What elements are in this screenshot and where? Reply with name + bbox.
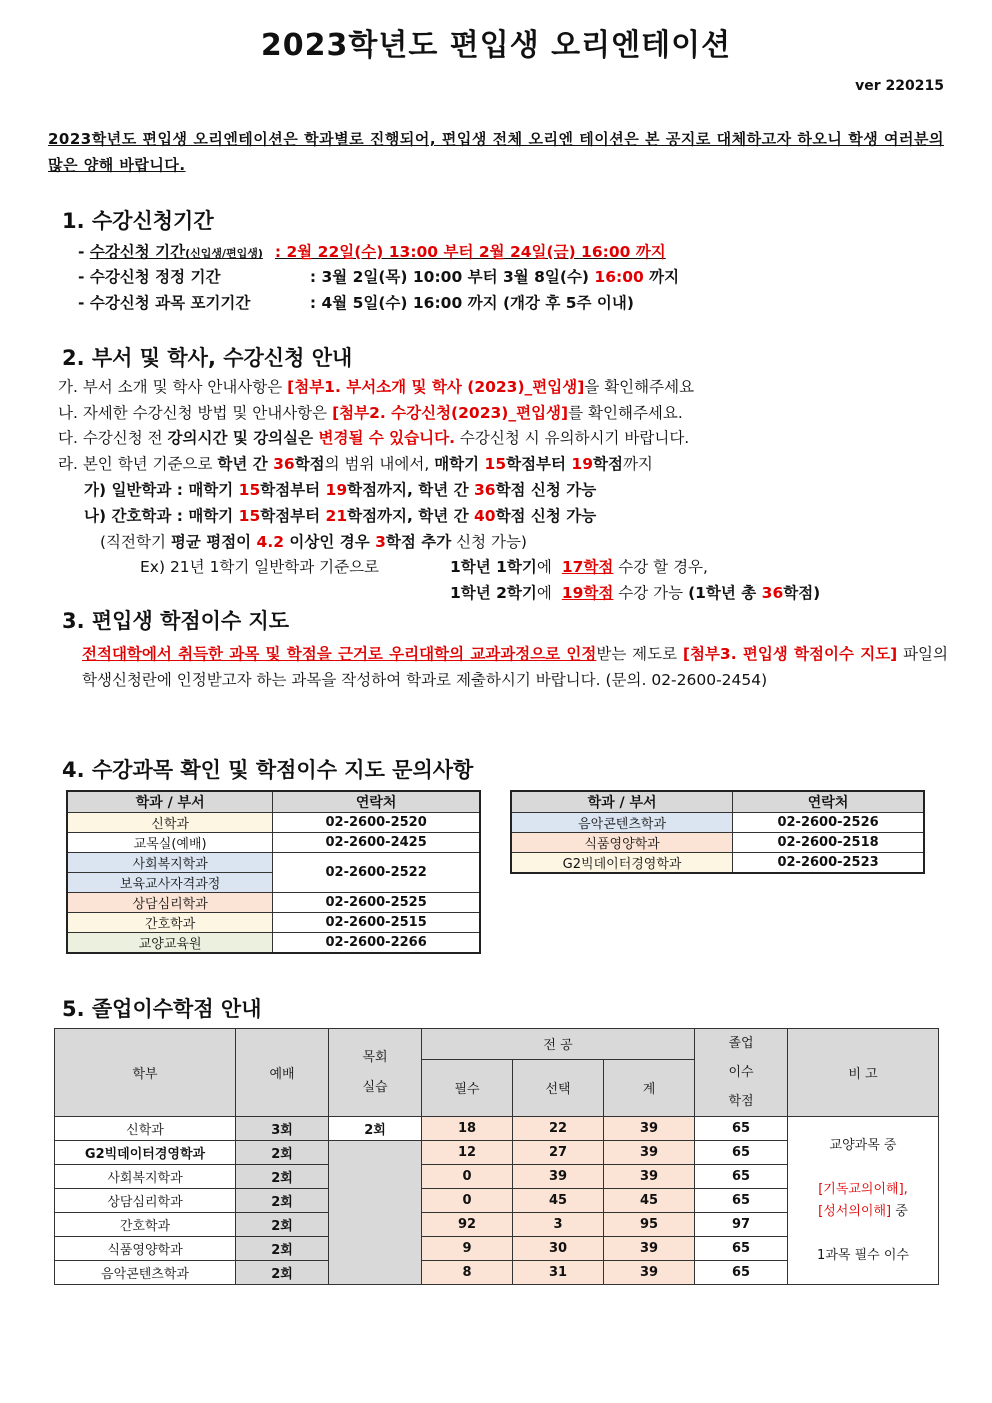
period-3-label: 수강신청 과목 포기기간 — [89, 294, 251, 312]
dept-cell: 간호학과 — [67, 913, 273, 933]
contact-table-left — [66, 790, 481, 954]
example-2: 1학년 2학기에 19학점 수강 가능 (1학년 총 36학점) — [450, 584, 821, 602]
table-row: 간호학과 2회 92 3 95 97 — [55, 1213, 939, 1237]
guide-gpa: (직전학기 평균 평점이 4.2 이상인 경우 3학점 추가 신청 가능) — [100, 533, 527, 551]
period-2-value: : 3월 2일(목) 10:00 부터 3월 8일(수) — [309, 268, 595, 286]
notice-text: 2023학년도 편입생 오리엔테이션은 학과별로 진행되어, 편입생 전체 오리엔 테이션은 본 공지로 대체하고자 하오니 학생 여러분의 많은 양해 바랍니다. — [48, 130, 944, 174]
col-phone: 연락처 — [733, 791, 924, 813]
page-title: 2023학년도 편입생 오리엔테이션 — [260, 28, 732, 63]
dept-cell: 사회복지학과 — [67, 853, 273, 873]
col-dept: 학과 / 부서 — [511, 791, 733, 813]
col-elec: 선택 — [513, 1059, 604, 1116]
note-cell: 교양과목 중 [기독교의이해], [성서의이해] 중 1과목 필수 이수 — [788, 1117, 939, 1285]
example-1: Ex) 21년 1학기 일반학과 기준으로 1학년 1학기에 17학점 수강 할 경우, — [140, 558, 708, 576]
col-grad: 졸업 이수 학점 — [695, 1029, 788, 1117]
section-4-heading: 4. 수강과목 확인 및 학점이수 지도 문의사항 — [62, 758, 474, 782]
section-5-heading: 5. 졸업이수학점 안내 — [62, 997, 262, 1021]
table-row: 사회복지학과 2회 0 39 39 65 — [55, 1165, 939, 1189]
guide-na: 나. 자세한 수강신청 방법 및 안내사항은 [첨부2. 수강신청(2023)_편입생]를 확인해주세요. — [58, 404, 683, 422]
col-dept: 학부 — [55, 1029, 236, 1117]
guide-general: 가) 일반학과 : 매학기 15학점부터 19학점까지, 학년 간 36학점 신청 가능 — [84, 481, 597, 499]
guide-ga: 가. 부서 소개 및 학사 안내사항은 [첨부1. 부서소개 및 학사 (2023)_편입생]을 확인해주세요 — [58, 378, 695, 396]
phone-cell: 02-2600-2522 — [273, 853, 480, 893]
period-2-time: 16:00 — [594, 268, 644, 286]
phone-cell: 02-2600-2523 — [733, 853, 924, 874]
dept-cell: 음악콘텐츠학과 — [511, 813, 733, 833]
phone-cell: 02-2600-2526 — [733, 813, 924, 833]
phone-cell: 02-2600-2518 — [733, 833, 924, 853]
dept-cell: 교양교육원 — [67, 933, 273, 954]
col-major: 전 공 — [422, 1029, 695, 1060]
period-3-value: : 4월 5일(수) 16:00 까지 (개강 후 5주 이내) — [309, 294, 634, 312]
period-1-value: : 2월 22일(수) 13:00 부터 2월 24일(금) 16:00 까지 — [274, 243, 666, 261]
section-2-heading: 2. 부서 및 학사, 수강신청 안내 — [62, 346, 353, 370]
col-note: 비 고 — [788, 1029, 939, 1117]
dept-cell: 식품영양학과 — [511, 833, 733, 853]
phone-cell: 02-2600-2520 — [273, 813, 480, 833]
table-row: 음악콘텐츠학과 2회 8 31 39 65 — [55, 1261, 939, 1285]
phone-cell: 02-2600-2425 — [273, 833, 480, 853]
period-row-2: - 수강신청 정정 기간 : 3월 2일(목) 10:00 부터 3월 8일(수) 16:00 까지 — [78, 265, 679, 287]
period-row-1: - 수강신청 기간(신입생/편입생) : 2월 22일(수) 13:00 부터 2월 24일(금) 16:00 까지 — [78, 243, 666, 261]
phone-cell: 02-2600-2515 — [273, 913, 480, 933]
dept-cell: 교목실(예배) — [67, 833, 273, 853]
col-chapel: 예배 — [236, 1029, 329, 1117]
graduation-table — [54, 1028, 939, 1285]
col-practice: 목회 실습 — [329, 1029, 422, 1117]
period-2-suffix: 까지 — [643, 268, 680, 286]
dept-cell: 보육교사자격과정 — [67, 873, 273, 893]
period-1-sub: (신입생/편입생) — [185, 247, 263, 260]
contact-table-right — [510, 790, 925, 874]
dept-cell: G2빅데이터경영학과 — [511, 853, 733, 874]
credit-guide-text: 전적대학에서 취득한 과목 및 학점을 근거로 우리대학의 교과과정으로 인정받는 제도로 [첨부3. 편입생 학점이수 지도] 파일의 학생신청란에 인정받고자 하는 과목을 작성하여 학과로 제출하시기 바랍니다. (문의. 02-2600-2454) — [82, 645, 948, 689]
period-2-label: 수강신청 정정 기간 — [89, 268, 221, 286]
col-sum: 계 — [604, 1059, 695, 1116]
table-row: G2빅데이터경영학과 2회 12 27 39 65 — [55, 1141, 939, 1165]
phone-cell: 02-2600-2525 — [273, 893, 480, 913]
dept-cell: 신학과 — [67, 813, 273, 833]
guide-da: 다. 수강신청 전 강의시간 및 강의실은 변경될 수 있습니다. 수강신청 시 유의하시기 바랍니다. — [58, 429, 690, 447]
guide-ra: 라. 본인 학년 기준으로 학년 간 36학점의 범위 내에서, 매학기 15학점부터 19학점까지 — [58, 455, 653, 473]
version-label: ver 220215 — [855, 78, 944, 94]
col-req: 필수 — [422, 1059, 513, 1116]
dept-cell: 상담심리학과 — [67, 893, 273, 913]
col-phone: 연락처 — [273, 791, 480, 813]
section-3-heading: 3. 편입생 학점이수 지도 — [62, 609, 290, 633]
section-1-heading: 1. 수강신청기간 — [62, 209, 214, 233]
table-row: 신학과 3회 2회 18 22 39 65 교양과목 중 [기독교의이해], [성서의이해] 중 1과목 필수 이수 — [55, 1117, 939, 1141]
table-row: 상담심리학과 2회 0 45 45 65 — [55, 1189, 939, 1213]
practice-empty — [329, 1141, 422, 1285]
period-row-3: - 수강신청 과목 포기기간 : 4월 5일(수) 16:00 까지 (개강 후 5주 이내) — [78, 291, 634, 313]
col-dept: 학과 / 부서 — [67, 791, 273, 813]
table-row: 식품영양학과 2회 9 30 39 65 — [55, 1237, 939, 1261]
phone-cell: 02-2600-2266 — [273, 933, 480, 954]
period-1-label: 수강신청 기간 — [89, 243, 186, 261]
guide-nursing: 나) 간호학과 : 매학기 15학점부터 21학점까지, 학년 간 40학점 신청 가능 — [84, 507, 597, 525]
